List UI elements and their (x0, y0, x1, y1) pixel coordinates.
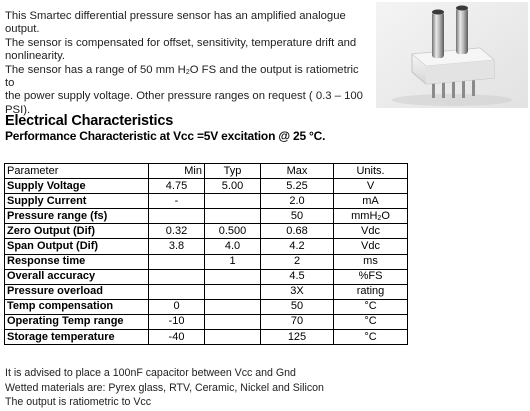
cell-typ (205, 314, 261, 329)
header-min: Min (149, 164, 205, 179)
cell-typ (205, 330, 261, 345)
cell-parameter: Supply Voltage (5, 179, 149, 194)
cell-max: 0.68 (261, 224, 334, 239)
cell-max: 70 (261, 314, 334, 329)
cell-max: 2 (261, 254, 334, 269)
cell-units: °C (334, 314, 408, 329)
table-row (5, 269, 408, 284)
header-parameter: Parameter (5, 164, 149, 179)
cell-min (149, 254, 205, 269)
cell-units: °C (334, 299, 408, 314)
table-row (5, 284, 408, 299)
table-row (5, 330, 408, 345)
cell-max: 4.2 (261, 239, 334, 254)
cell-typ (205, 194, 261, 209)
cell-min (149, 284, 205, 299)
note-line: It is advised to place a 100nF capacitor between Vcc and Gnd (5, 367, 296, 379)
cell-typ (205, 284, 261, 299)
cell-parameter: Temp compensation (5, 299, 149, 314)
cell-units: Vdc (334, 239, 408, 254)
cell-units: °C (334, 330, 408, 345)
cell-units: rating (334, 284, 408, 299)
header-max: Max (261, 164, 334, 179)
cell-units: ms (334, 254, 408, 269)
intro-line-part: O FS and the output is ratiometric to (5, 63, 359, 90)
cell-max: 50 (261, 299, 334, 314)
cell-min (149, 209, 205, 224)
cell-parameter: Operating Temp range (5, 314, 149, 329)
note-line: Wetted materials are: Pyrex glass, RTV, Ceramic, Nickel and Silicon (5, 381, 324, 394)
cell-parameter: Span Output (Dif) (5, 239, 149, 254)
cell-typ (205, 269, 261, 284)
cell-units: V (334, 179, 408, 194)
cell-typ (205, 299, 261, 314)
cell-typ: 4.0 (205, 239, 261, 254)
subscript: 2 (377, 214, 382, 222)
cell-min: -10 (149, 314, 205, 329)
cell-typ: 5.00 (205, 179, 261, 194)
cell-max: 2.0 (261, 194, 334, 209)
cell-min: 3.8 (149, 239, 205, 254)
cell-units: %FS (334, 269, 408, 284)
table-row (5, 224, 408, 239)
cell-min (149, 269, 205, 284)
notes (5, 366, 324, 410)
cell-max: 50 (261, 209, 334, 224)
cell-max: 125 (261, 330, 334, 345)
intro-line: the power supply voltage. Other pressure ranges on request ( 0.3 – 100 (5, 90, 363, 103)
cell-parameter: Pressure overload (5, 284, 149, 299)
cell-units: mA (334, 194, 408, 209)
table-row (5, 299, 408, 314)
cell-units: Vdc (334, 224, 408, 239)
cell-min: -40 (149, 330, 205, 345)
intro-text (5, 10, 365, 117)
intro-line: This Smartec differential pressure sensor has an amplified analogue output. (5, 10, 346, 36)
cell-typ: 0.500 (205, 224, 261, 239)
pressure-sensor-photo (376, 2, 528, 108)
table-row (5, 239, 408, 254)
intro-line-part: The sensor has a range of 50 mm H (5, 63, 186, 76)
cell-min: 0 (149, 299, 205, 314)
section-subheading: Performance Characteristic at Vcc =5V excitation @ 25 °C. (5, 129, 326, 143)
table-row (5, 314, 408, 329)
intro-line: PSI). (5, 103, 31, 116)
table-row (5, 254, 408, 269)
cell-parameter: Zero Output (Dif) (5, 224, 149, 239)
intro-line (5, 64, 365, 91)
note-line: The output is ratiometric to Vcc (5, 396, 152, 408)
cell-typ: 1 (205, 254, 261, 269)
cell-parameter: Storage temperature (5, 330, 149, 345)
subscript: 2 (185, 68, 190, 76)
electrical-characteristics-table (4, 163, 408, 345)
cell-min: 4.75 (149, 179, 205, 194)
section-heading: Electrical Characteristics (5, 113, 174, 129)
cell-parameter: Overall accuracy (5, 269, 149, 284)
cell-max: 5.25 (261, 179, 334, 194)
header-typ: Typ (205, 164, 261, 179)
header-units: Units. (334, 164, 408, 179)
table-header-row (5, 164, 408, 179)
intro-line: The sensor is compensated for offset, sensitivity, temperature drift and (5, 36, 357, 49)
cell-max: 4.5 (261, 269, 334, 284)
cell-units: mmH$_2$O (334, 209, 408, 224)
cell-typ (205, 209, 261, 224)
cell-parameter: Pressure range (fs) (5, 209, 149, 224)
table-row (5, 179, 408, 194)
cell-min: - (149, 194, 205, 209)
table-row (5, 194, 408, 209)
cell-parameter: Supply Current (5, 194, 149, 209)
table-row (5, 209, 408, 224)
intro-line: nonlinearity. (5, 50, 66, 63)
cell-parameter: Response time (5, 254, 149, 269)
cell-min: 0.32 (149, 224, 205, 239)
cell-max: 3X (261, 284, 334, 299)
